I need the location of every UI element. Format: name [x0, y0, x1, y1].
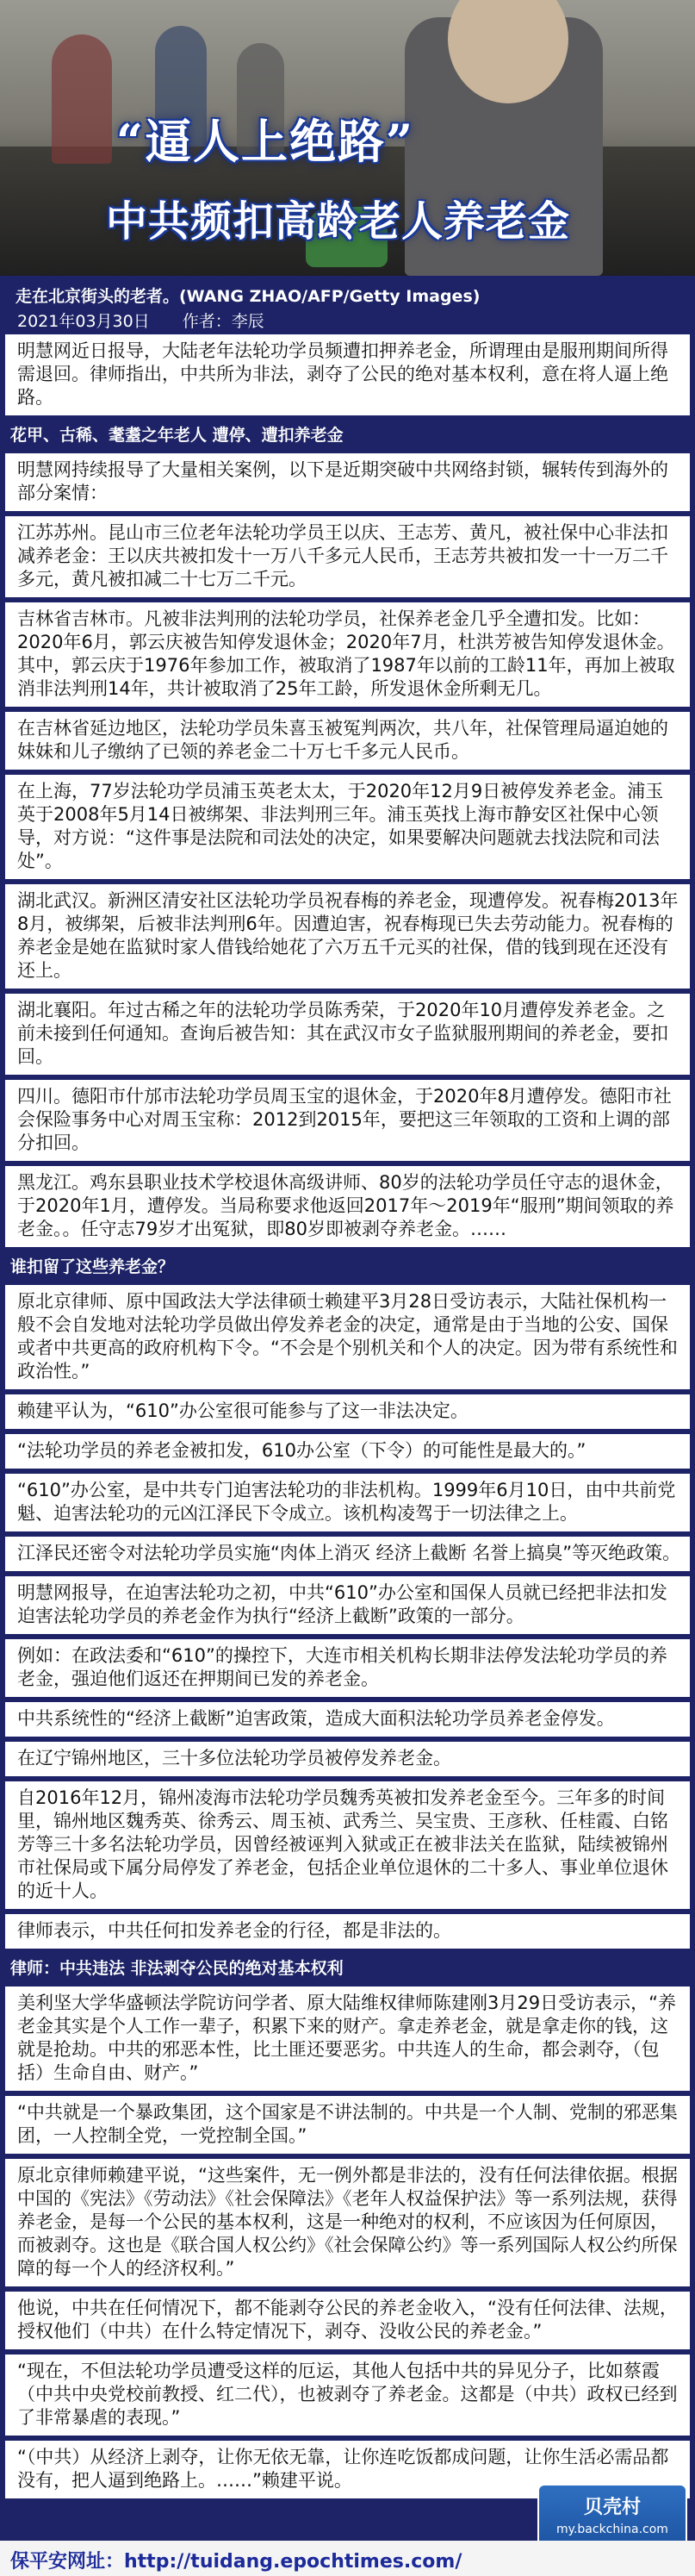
- photo-caption: 走在北京街头的老者。(WANG ZHAO/AFP/Getty Images): [16, 287, 481, 306]
- dateline: 2021年03月30日 作者：李辰: [17, 312, 264, 331]
- article-paragraph: 明慧网报导，在迫害法轮功之初，中共“610”办公室和国保人员就已经把非法扣发迫害法轮功学员的养老金作为执行“经济上截断”政策的一部分。: [5, 1576, 690, 1634]
- article-paragraph: 赖建平认为，“610”办公室很可能参与了这一非法决定。: [5, 1394, 690, 1429]
- article-meta: [0, 276, 695, 334]
- background-pedestrian: [52, 34, 112, 164]
- section-heading: 谁扣留了这些养老金？: [10, 1257, 175, 1276]
- article-paragraph: 中共系统性的“经济上截断”迫害政策，造成大面积法轮功学员养老金停发。: [5, 1702, 690, 1737]
- article-paragraph: 原北京律师、原中国政法大学法律硕士赖建平3月28日受访表示，大陆社保机构一般不会自发地对法轮功学员做出停发养老金的决定，通常是由于当地的公安、国保或者中共更高的政府机构下令。“不会是个别机关和个人的决定。因为带有系统性和政治性。”: [5, 1285, 690, 1389]
- badge-url: my.backchina.com: [556, 2523, 668, 2536]
- banner-title-line1: “逼人上绝路”: [116, 114, 415, 169]
- article-paragraph: “法轮功学员的养老金被扣发，610办公室（下令）的可能性是最大的。”: [5, 1434, 690, 1469]
- article-paragraph: “中共就是一个暴政集团，这个国家是不讲法制的。中共是一个人制、党制的邪恶集团，一人控制全党，一党控制全国。”: [5, 2096, 690, 2154]
- badge-name: 贝壳村: [583, 2497, 641, 2518]
- article-paragraph: 自2016年12月，锦州凌海市法轮功学员魏秀英被扣发养老金至今。三年多的时间里，锦州地区魏秀英、徐秀云、周玉祯、武秀兰、吴宝贵、王彦秋、任桂霞、白铭芳等三十多名法轮功学员，因曾经被诬判入狱或正在被非法关在监狱，陆续被锦州市社保局或下属分局停发了养老金，包括企业单位退休的二十多人、事业单位退休的近十人。: [5, 1781, 690, 1909]
- article-paragraph: 黑龙江。鸡东县职业技术学校退休高级讲师、80岁的法轮功学员任守志的退休金，于2020年1月，遭停发。当局称要求他返回2017年～2019年“服刑”期间领取的养老金。。任守志79岁才出冤狱，即80岁即被剥夺养老金。……: [5, 1166, 690, 1247]
- article-paragraph: 例如：在政法委和“610”的操控下，大连市相关机构长期非法停发法轮功学员的养老金，强迫他们返还在押期间已发的养老金。: [5, 1639, 690, 1697]
- article-paragraph: 他说，中共在任何情况下，都不能剥夺公民的养老金收入，“没有任何法律、法规，授权他们（中共）在什么特定情况下，剥夺、没收公民的养老金。”: [5, 2292, 690, 2349]
- article-paragraph: 湖北襄阳。年过古稀之年的法轮功学员陈秀荣，于2020年10月遭停发养老金。之前未接到任何通知。查询后被告知：其在武汉市女子监狱服刑期间的养老金，要扣回。: [5, 994, 690, 1075]
- article-paragraph: 江泽民还密令对法轮功学员实施“肉体上消灭 经济上截断 名誉上搞臭”等灭绝政策。: [5, 1537, 690, 1571]
- article-paragraph: 美利坚大学华盛顿法学院访问学者、原大陆维权律师陈建刚3月29日受访表示，“养老金其实是个人工作一辈子，积累下来的财产。拿走养老金，就是拿走你的钱，这就是抢劫。中共的邪恶本性，比土匪还要恶劣。中共连人的生命，都会剥夺，（包括）生命自由、财产。”: [5, 1987, 690, 2091]
- article-paragraph: 在辽宁锦州地区，三十多位法轮功学员被停发养老金。: [5, 1742, 690, 1776]
- article-paragraph: 江苏苏州。昆山市三位老年法轮功学员王以庆、王志芳、黄凡，被社保中心非法扣减养老金：王以庆共被扣发十一万八千多元人民币，王志芳共被扣发一十一万二千多元，黄凡被扣减二十七万二千元。: [5, 516, 690, 597]
- banner-image: [0, 0, 695, 276]
- article-paragraph: “现在，不但法轮功学员遭受这样的厄运，其他人包括中共的异见分子，比如蔡霞（中共中央党校前教授、红二代），也被剥夺了养老金。这都是（中共）政权已经到了非常暴虐的表现。”: [5, 2355, 690, 2436]
- article-paragraph: 四川。德阳市什邡市法轮功学员周玉宝的退休金，于2020年8月遭停发。德阳市社会保险事务中心对周玉宝称：2012到2015年，要把这三年领取的工资和上调的部分扣回。: [5, 1080, 690, 1161]
- article-paragraph: 明慧网持续报导了大量相关案例，以下是近期突破中共网络封锁，辗转传到海外的部分案情：: [5, 453, 690, 511]
- article-paragraph: 原北京律师赖建平说，“这些案件，无一例外都是非法的，没有任何法律依据。根据中国的《宪法》《劳动法》《社会保障法》《老年人权益保护法》等一系列法规，获得养老金，是每一个公民的基本权利，这是一种绝对的权利，不应该因为任何原因，而被剥夺。这也是《联合国人权公约》《社会保障公约》等一系列国际人权公约所保障的每一个人的经济权利。”: [5, 2159, 690, 2286]
- article-body: [0, 334, 695, 2498]
- footer-url[interactable]: 保平安网址：http://tuidang.epochtimes.com/: [10, 2551, 462, 2573]
- article-paragraph: “610”办公室，是中共专门迫害法轮功的非法机构。1999年6月10日，由中共前党魁、迫害法轮功的元凶江泽民下令成立。该机构凌驾于一切法律之上。: [5, 1474, 690, 1531]
- article-paragraph: 湖北武汉。新洲区清安社区法轮功学员祝春梅的养老金，现遭停发。祝春梅2013年8月，被绑架，后被非法判刑6年。因遭迫害，祝春梅现已失去劳动能力。祝春梅的养老金是她在监狱时家人借钱给她花了六万五千元买的社保，借的钱到现在还没有还上。: [5, 884, 690, 989]
- footer-bar: [0, 2541, 695, 2576]
- article-paragraph: 吉林省吉林市。凡被非法判刑的法轮功学员，社保养老金几乎全遭扣发。比如：2020年6月，郭云庆被告知停发退休金；2020年7月，杜洪芳被告知停发退休金。其中，郭云庆于1976年参加工作，被取消了1987年以前的工龄11年，再加上被取消非法判刑14年，共计被取消了25年工龄，所发退休金所剩无几。: [5, 602, 690, 707]
- article-paragraph: 在上海，77岁法轮功学员浦玉英老太太，于2020年12月9日被停发养老金。浦玉英于2008年5月14日被绑架、非法判刑三年。浦玉英找上海市静安区社保中心领导，对方说：“这件事是法院和司法处的决定，如果要解决问题就去找法院和司法处”。: [5, 775, 690, 879]
- article-paragraph: 律师表示，中共任何扣发养老金的行径，都是非法的。: [5, 1914, 690, 1949]
- section-heading: 花甲、古稀、耄耋之年老人 遭停、遭扣养老金: [10, 426, 344, 445]
- section-heading: 律师：中共违法 非法剥夺公民的绝对基本权利: [10, 1959, 344, 1978]
- article-paragraph: 明慧网近日报导，大陆老年法轮功学员频遭扣押养老金，所谓理由是服刑期间所得需退回。律师指出，中共所为非法，剥夺了公民的绝对基本权利，意在将人逼上绝路。: [5, 334, 690, 415]
- article-paragraph: 在吉林省延边地区，法轮功学员朱喜玉被冤判两次，共八年，社保管理局逼迫她的妹妹和儿子缴纳了已领的养老金二十万七千多元人民币。: [5, 712, 690, 770]
- banner-title-line2: 中共频扣高龄老人养老金: [106, 197, 571, 246]
- article-paragraph: “（中共）从经济上剥夺，让你无依无靠，让你连吃饭都成问题，让你生活必需品都没有，把人逼到绝路上。……”赖建平说。: [5, 2441, 690, 2498]
